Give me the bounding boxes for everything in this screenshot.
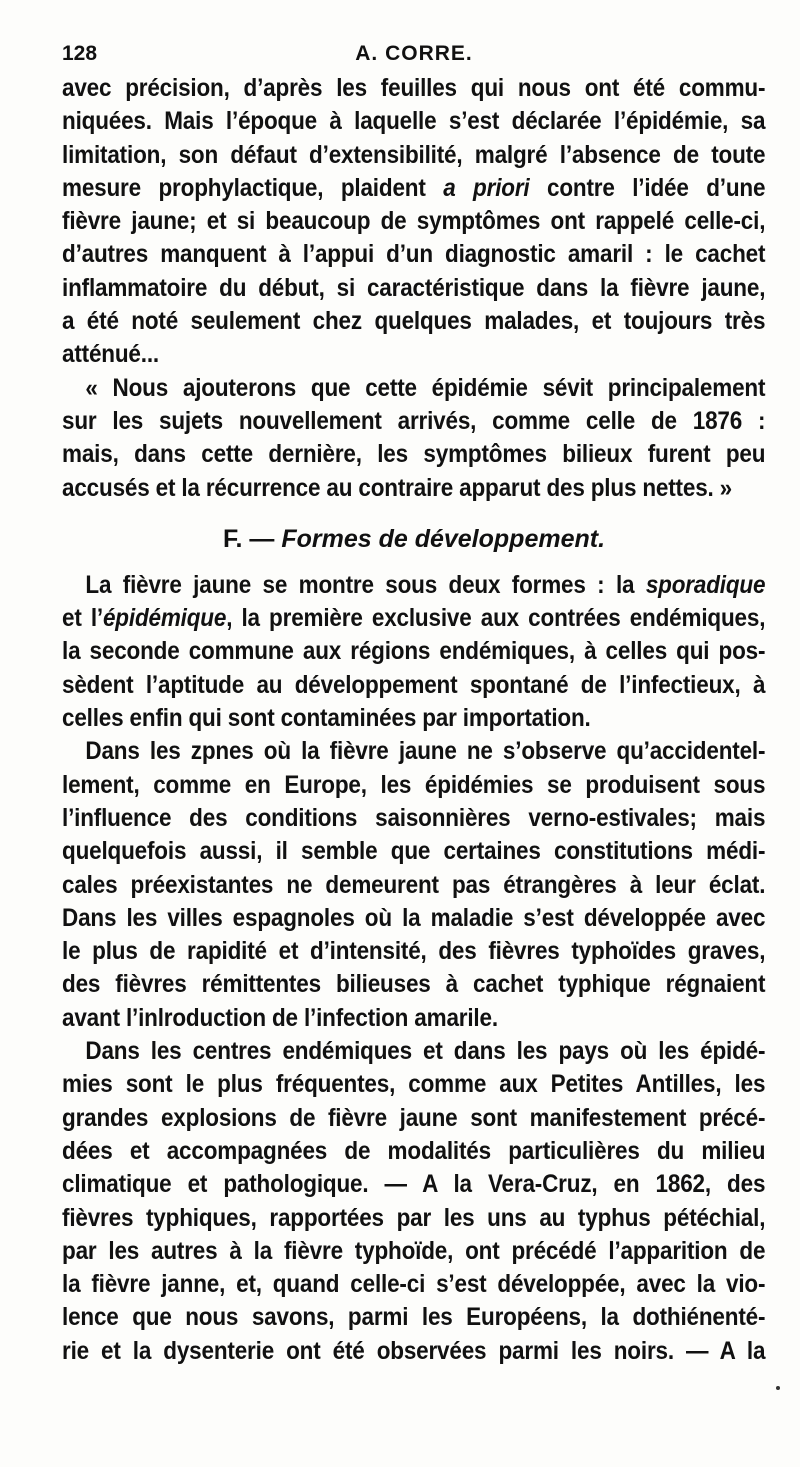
text-fragment: mesure prophylactique, plaident [62, 173, 426, 202]
text-line: « Nous ajouterons que cette épidémie sévit principalement [85, 373, 766, 402]
text-line: l’influence des conditions saisonnières verno-estivales; mais [62, 803, 766, 832]
text-line: atténué... [62, 340, 159, 369]
text-line: lement, comme en Europe, les épidémies se produisent sous [62, 770, 766, 799]
text-line: Dans les zpnes où la fièvre jaune ne s’observe qu’accidentel- [85, 737, 766, 766]
section-heading [62, 513, 766, 565]
text-line: par les autres à la fièvre typhoïde, ont précédé l’apparition de [62, 1236, 766, 1265]
paragraph-3 [62, 569, 766, 735]
text-line: rie et la dysenterie ont été observées parmi les noirs. — A la [62, 1336, 766, 1365]
italic-term: épidémique [102, 604, 227, 633]
paragraph-2 [62, 372, 766, 505]
text-line: celles enfin qui sont contaminées par importation. [62, 704, 591, 733]
text-line: mies sont le plus fréquentes, comme aux Petites Antilles, les [62, 1070, 766, 1099]
text-line-mixed [62, 602, 765, 635]
text-line: des fièvres rémittentes bilieuses à cachet typhique régnaient [62, 970, 766, 999]
text-line: fièvres typhiques, rapportées par les uns au typhus pétéchial, [62, 1203, 766, 1232]
text-line: lence que nous savons, parmi les Européens, la dothiénenté- [62, 1303, 766, 1332]
paragraph-4 [62, 735, 766, 1035]
text-line: accusés et la récurrence au contraire apparut des plus nettes. » [62, 473, 733, 502]
text-line: dées et accompagnées de modalités particulières du milieu [62, 1136, 766, 1165]
text-line: sèdent l’aptitude au développement spontané de l’infectieux, à [62, 670, 766, 699]
text-line: la seconde commune aux régions endémiques, à celles qui pos- [62, 637, 766, 666]
text-line: climatique et pathologique. — A la Vera-Cruz, en 1862, des [62, 1170, 766, 1199]
text-line: avec précision, d’après les feuilles qui nous ont été commu- [62, 74, 766, 102]
italic-term: sporadique [645, 570, 766, 599]
running-title: A. CORRE. [355, 42, 473, 65]
text-line: cales préexistantes ne demeurent pas étrangères à leur éclat. [62, 870, 766, 899]
section-label: F. — [222, 524, 275, 553]
text-line: inflammatoire du début, si caractéristique dans la fièvre jaune, [62, 273, 766, 302]
text-fragment: La fièvre jaune se montre sous deux formes : la [85, 570, 635, 599]
text-line: niquées. Mais l’époque à laquelle s’est déclarée l’épidémie, sa [62, 107, 766, 136]
text-line-mixed [62, 172, 765, 205]
running-head [62, 42, 766, 72]
text-line: Dans les villes espagnoles où la maladie s’est développée avec [62, 903, 766, 932]
text-line: la fièvre janne, et, quand celle-ci s’est développée, avec la vio- [62, 1270, 766, 1299]
text-line: grandes explosions de fièvre jaune sont manifestement précé- [62, 1103, 766, 1132]
paragraph-5 [62, 1035, 766, 1368]
text-line: quelquefois aussi, il semble que certaines constitutions médi- [62, 837, 766, 866]
page-number: 128 [62, 42, 98, 65]
print-speck [776, 1386, 780, 1390]
text-line: mais, dans cette dernière, les symptômes bilieux furent peu [62, 440, 766, 469]
text-line: a été noté seulement chez quelques malades, et toujours très [62, 307, 766, 336]
text-fragment: , la première exclusive aux contrées endémiques, [226, 604, 766, 633]
text-line: Dans les centres endémiques et dans les pays où les épidé- [85, 1037, 766, 1066]
text-fragment: et l’ [62, 604, 103, 633]
text-line: avant l’inlroduction de l’infection amarile. [62, 1003, 498, 1032]
text-line-mixed [62, 569, 765, 602]
text-line: limitation, son défaut d’extensibilité, malgré l’absence de toute [62, 140, 766, 169]
section-title: Formes de développement. [281, 524, 606, 553]
paragraph-1 [62, 72, 766, 372]
page-text-block [62, 42, 766, 1368]
text-line: sur les sujets nouvellement arrivés, comme celle de 1876 : [62, 406, 766, 435]
text-line: fièvre jaune; et si beaucoup de symptômes ont rappelé celle-ci, [62, 207, 766, 236]
text-line: le plus de rapidité et d’intensité, des fièvres typhoïdes graves, [62, 937, 766, 966]
italic-term: a priori [443, 173, 530, 202]
text-fragment: contre l’idée d’une [547, 173, 766, 202]
text-line: d’autres manquent à l’appui d’un diagnostic amaril : le cachet [62, 240, 766, 269]
